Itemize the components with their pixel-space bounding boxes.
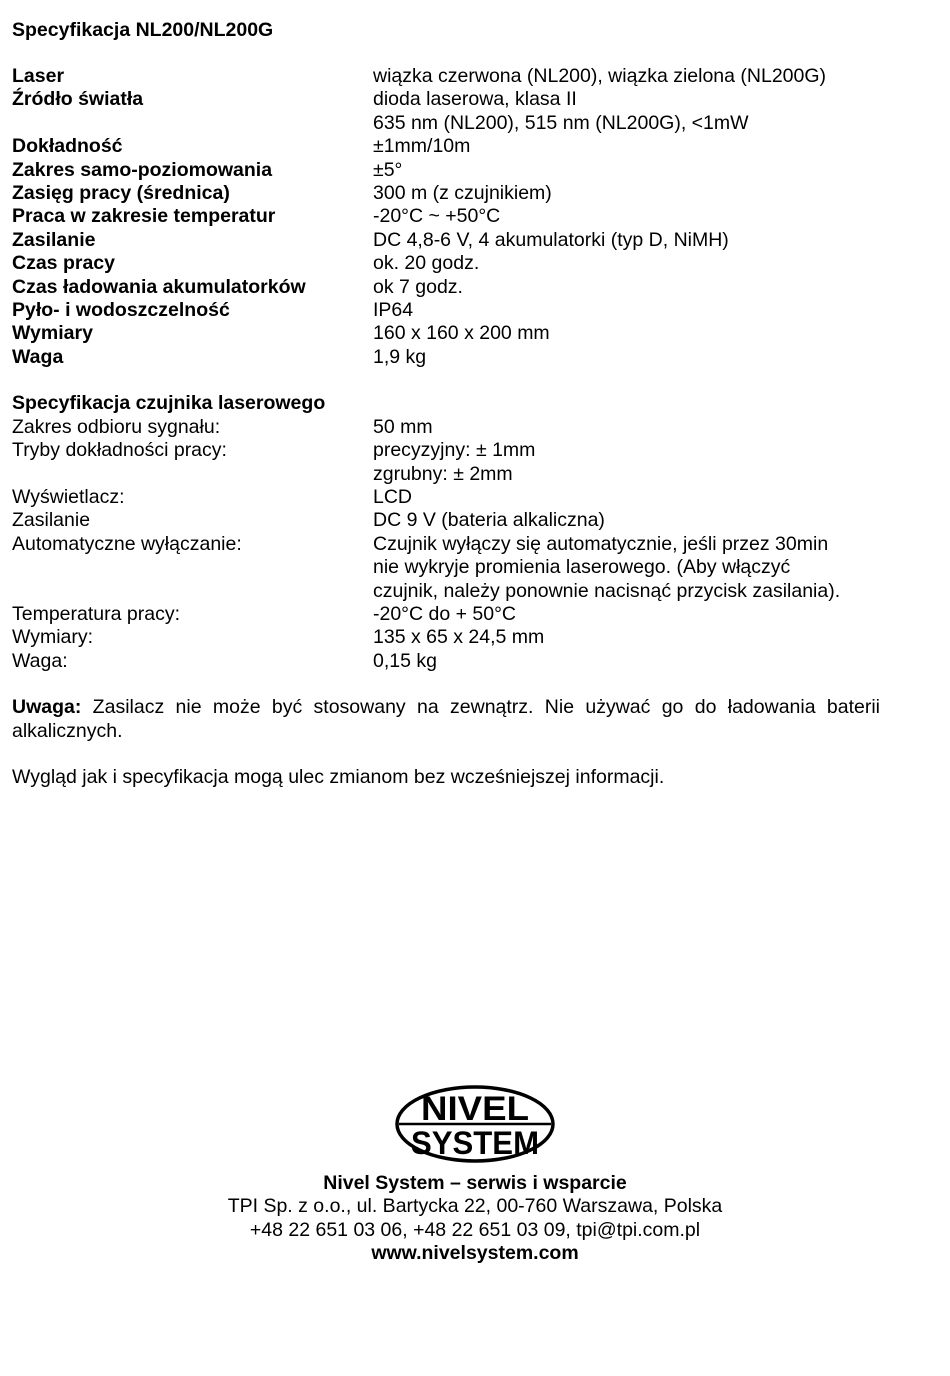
spec-label: Praca w zakresie temperatur (12, 205, 276, 228)
note-paragraph (12, 696, 880, 743)
spec-label: Tryby dokładności pracy: (12, 439, 227, 462)
spec-row (12, 229, 880, 252)
logo-line1: NIVEL (421, 1090, 529, 1128)
spec-value: 1,9 kg (373, 345, 427, 368)
spec-value: IP64 (373, 299, 414, 322)
spec-value: LCD (373, 485, 413, 508)
logo-line2: SYSTEM (411, 1125, 539, 1161)
spec-value: nie wykryje promienia laserowego. (Aby włączyć (373, 556, 791, 579)
spec-value: 635 nm (NL200), 515 nm (NL200G), <1mW (373, 111, 749, 134)
spec-row (12, 650, 880, 673)
spec-label: Zasilanie (12, 509, 91, 532)
spec-value: ok 7 godz. (373, 275, 463, 298)
spec-row (12, 439, 880, 462)
spec-value: precyzyjny: ± 1mm (373, 439, 536, 462)
spec-row (12, 346, 880, 369)
spec-row (12, 533, 880, 556)
spec-row (12, 276, 880, 299)
spec-label (12, 556, 373, 579)
spec-row (12, 252, 880, 275)
sensor-spec-list (12, 416, 880, 673)
footer-contact: +48 22 651 03 06, +48 22 651 03 09, tpi@tpi.com.pl (249, 1218, 701, 1241)
spec-value: 160 x 160 x 200 mm (373, 322, 550, 345)
spec-label: Pyło- i wodoszczelność (12, 299, 230, 322)
footer-company-title: Nivel System – serwis i wsparcie (323, 1172, 627, 1194)
spec-value: 0,15 kg (373, 649, 437, 672)
spec-row (12, 112, 880, 135)
page-title: Specyfikacja NL200/NL200G (12, 19, 274, 41)
spec-value: ok. 20 godz. (373, 252, 480, 275)
note-label: Uwaga: (12, 696, 82, 719)
spec-value: czujnik, należy ponownie nacisnąć przycisk zasilania). (373, 579, 841, 602)
footer-website-link[interactable]: www.nivelsystem.com (371, 1242, 579, 1265)
spec-value: wiązka czerwona (NL200), wiązka zielona (NL200G) (373, 65, 827, 87)
spec-label: Czas pracy (12, 252, 115, 275)
spec-row (12, 463, 880, 486)
spec-row (12, 580, 880, 603)
spec-value: ±1mm/10m (373, 135, 471, 158)
spec-value: -20°C ~ +50°C (373, 205, 501, 228)
spec-label: Zasięg pracy (średnica) (12, 182, 230, 205)
spec-value: -20°C do + 50°C (373, 602, 516, 625)
spec-row (12, 135, 880, 158)
spec-value: 300 m (z czujnikiem) (373, 182, 552, 205)
spec-label: Źródło światła (12, 88, 144, 111)
spec-label (12, 112, 373, 135)
spec-row (12, 182, 880, 205)
note-text: Zasilacz nie może być stosowany na zewnątrz. Nie używać go do ładowania baterii alkalicznych. (12, 696, 880, 742)
spec-label: Wymiary: (12, 626, 94, 649)
spec-row (12, 88, 880, 111)
spec-label: Zasilanie (12, 228, 96, 251)
spec-label: Wymiary (12, 322, 93, 345)
spec-value: 135 x 65 x 24,5 mm (373, 626, 545, 649)
spec-row (12, 322, 880, 345)
spec-label: Temperatura pracy: (12, 602, 180, 625)
spec-label: Dokładność (12, 135, 123, 158)
main-spec-list (12, 65, 880, 369)
footer (0, 1084, 950, 1266)
spec-row (12, 556, 880, 579)
spec-value: Czujnik wyłączy się automatycznie, jeśli przez 30min (373, 532, 829, 555)
spec-row (12, 626, 880, 649)
footer-address: TPI Sp. z o.o., ul. Bartycka 22, 00-760 Warszawa, Polska (227, 1195, 723, 1218)
spec-label: Czas ładowania akumulatorków (12, 275, 306, 298)
spec-label (12, 580, 373, 603)
spec-label: Zakres odbioru sygnału: (12, 415, 221, 438)
spec-label (12, 463, 373, 486)
spec-row (12, 416, 880, 439)
spec-value: DC 9 V (bateria alkaliczna) (373, 509, 605, 532)
spec-label: Laser (12, 65, 65, 87)
spec-label: Automatyczne wyłączanie: (12, 532, 242, 555)
spec-value: ±5° (373, 158, 403, 181)
sensor-section-title: Specyfikacja czujnika laserowego (12, 392, 326, 415)
spec-label: Waga: (12, 649, 68, 672)
spec-row (12, 205, 880, 228)
spec-label: Wyświetlacz: (12, 485, 125, 508)
disclaimer: Wygląd jak i specyfikacja mogą ulec zmianom bez wcześniejszej informacji. (12, 765, 665, 788)
spec-row (12, 159, 880, 182)
spec-value: dioda laserowa, klasa II (373, 88, 577, 111)
nivel-system-logo (394, 1084, 556, 1164)
spec-row (12, 486, 880, 509)
spec-label: Zakres samo-poziomowania (12, 158, 273, 181)
spec-row (12, 299, 880, 322)
spec-row (12, 603, 880, 626)
spec-label: Waga (12, 345, 64, 368)
spec-value: 50 mm (373, 415, 433, 438)
spec-row (12, 509, 880, 532)
spec-page (12, 18, 880, 789)
spec-row (12, 65, 880, 88)
spec-value: zgrubny: ± 2mm (373, 462, 513, 485)
spec-value: DC 4,8-6 V, 4 akumulatorki (typ D, NiMH) (373, 228, 729, 251)
